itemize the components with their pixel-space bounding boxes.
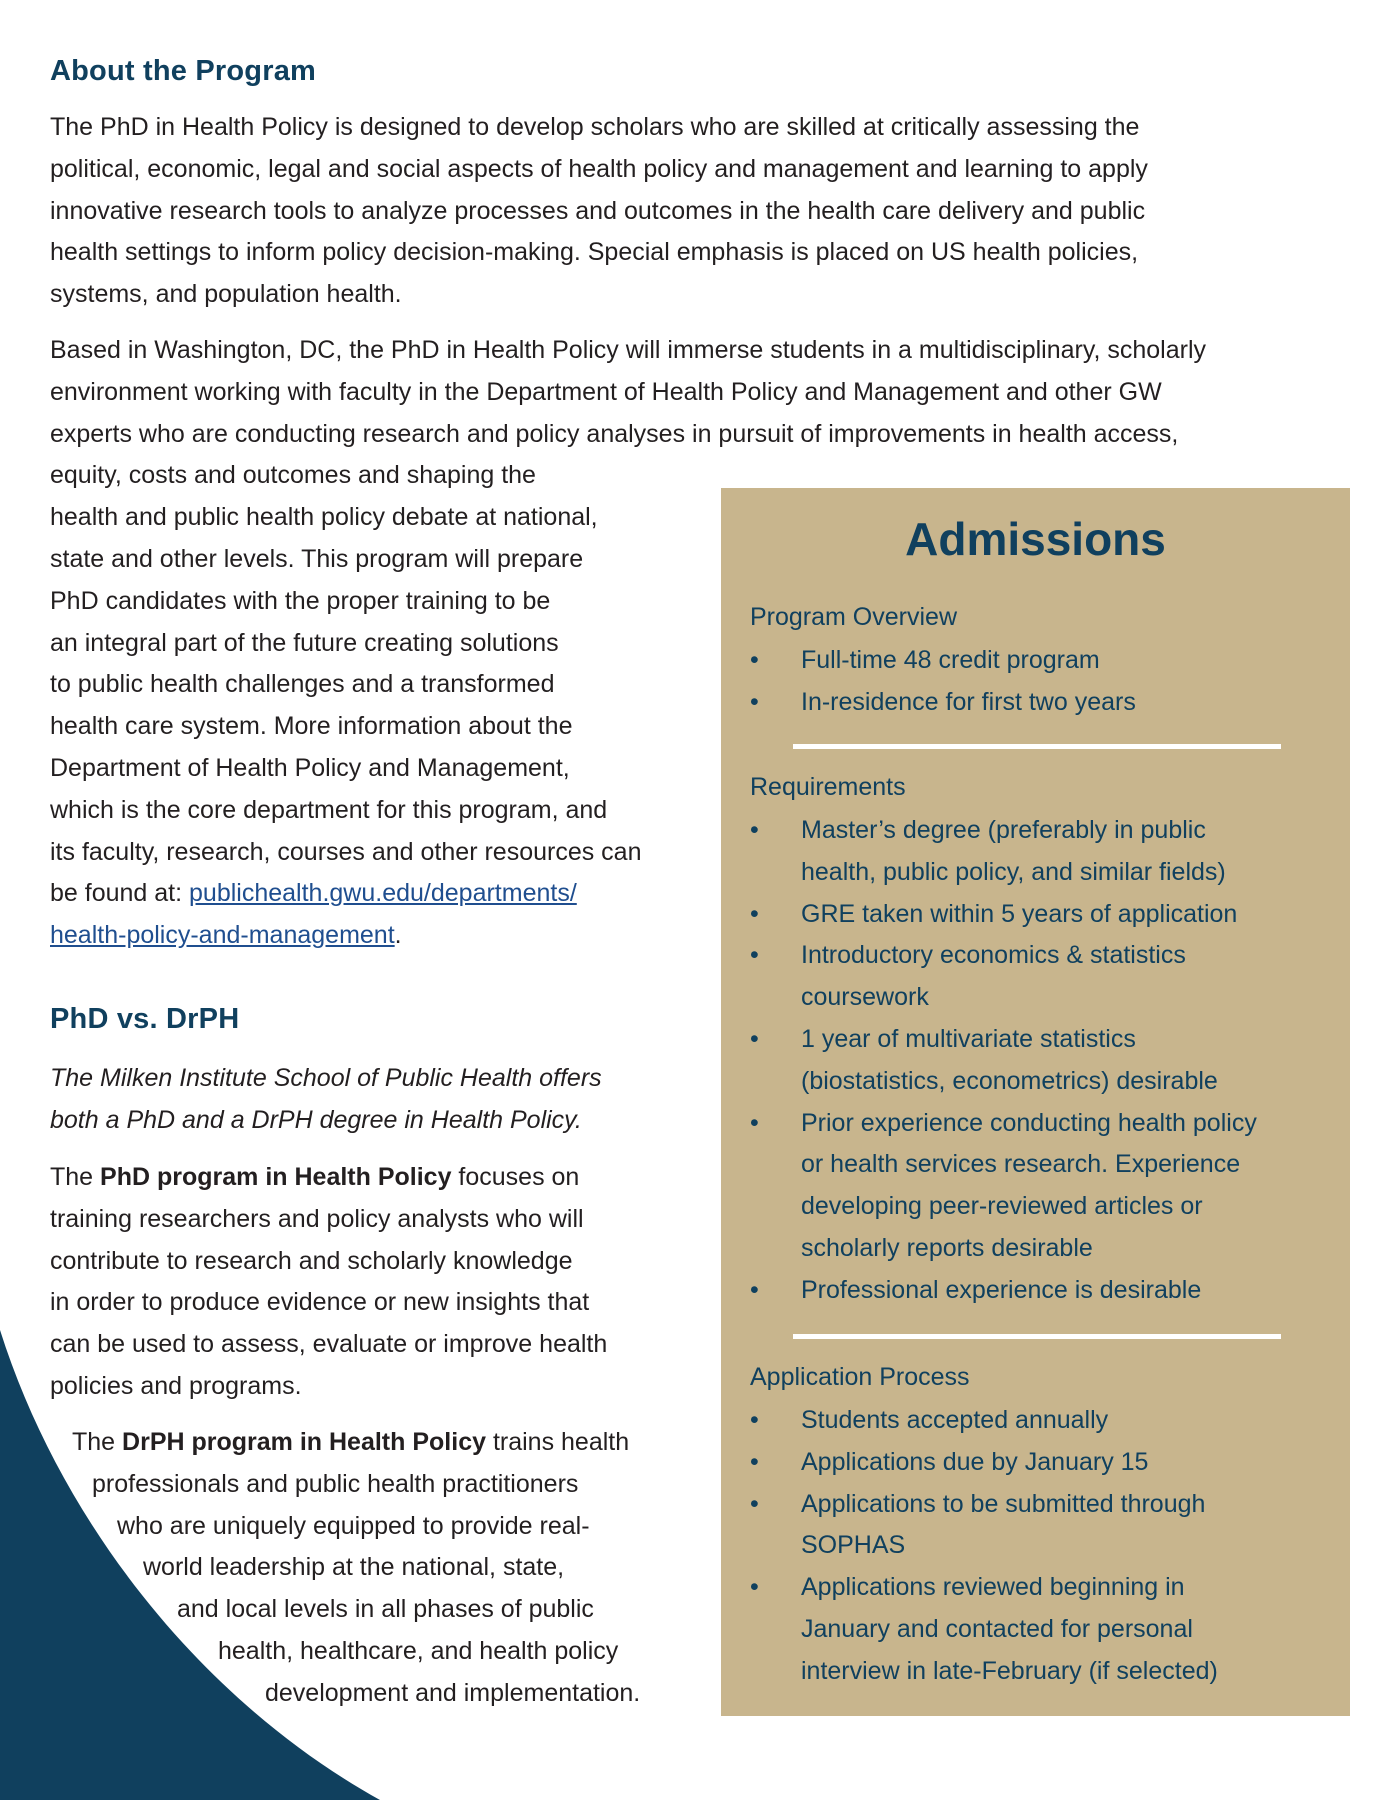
list-item: [750, 1019, 1330, 1103]
application-process-list: [750, 1400, 1330, 1693]
bullet-icon: •: [750, 1573, 759, 1602]
requirements-title: Requirements: [750, 773, 906, 801]
text-line: systems, and population health.: [50, 280, 402, 309]
text-fragment: The: [72, 1428, 123, 1456]
text-line: to public health challenges and a transformed: [50, 670, 555, 699]
text-line: training researchers and policy analysts who will: [50, 1204, 584, 1233]
bullet-icon: •: [750, 687, 759, 716]
requirements-list: [750, 810, 1330, 1312]
text-line: who are uniquely equipped to provide real-: [117, 1511, 590, 1540]
admissions-box: [721, 488, 1350, 1716]
text-line: which is the core department for this program, and: [50, 795, 608, 824]
text-line: in order to produce evidence or new insights that: [50, 1288, 590, 1317]
text-line: health settings to inform policy decision-making. Special emphasis is placed on US health policies,: [50, 238, 1139, 267]
list-item-text: In-residence for first two years: [801, 687, 1136, 716]
phd-program-paragraph: [50, 1157, 607, 1408]
list-item-text: scholarly reports desirable: [801, 1233, 1093, 1262]
about-paragraph-1: [50, 107, 1350, 316]
text-fragment: focuses on: [451, 1163, 580, 1191]
list-item-text: GRE taken within 5 years of application: [801, 899, 1238, 928]
list-item-text: Master’s degree (preferably in public: [801, 816, 1206, 844]
text-line: health and public health policy debate at national,: [50, 503, 598, 532]
list-item-text: Applications reviewed beginning in: [801, 1573, 1185, 1602]
phd-program-name: PhD program in Health Policy: [100, 1163, 452, 1191]
list-item-text: health, public policy, and similar fields): [801, 857, 1226, 886]
text-line: experts who are conducting research and policy analyses in pursuit of improvements in health access,: [50, 419, 1179, 448]
department-link-part-2[interactable]: health-policy-and-management: [50, 921, 395, 950]
application-process-title: Application Process: [750, 1363, 970, 1391]
text-line: state and other levels. This program will prepare: [50, 544, 584, 573]
list-item-text: Professional experience is desirable: [801, 1275, 1202, 1304]
list-item-text: SOPHAS: [801, 1531, 906, 1560]
bullet-icon: •: [750, 1489, 759, 1518]
list-item: [750, 640, 1330, 682]
bullet-icon: •: [750, 1447, 759, 1476]
drph-program-name: DrPH program in Health Policy: [122, 1428, 486, 1456]
list-item: [750, 1270, 1330, 1312]
section-divider: [793, 744, 1281, 749]
list-item: [750, 894, 1330, 936]
admissions-title: Admissions: [905, 513, 1166, 565]
about-heading: About the Program: [50, 55, 317, 87]
list-item: [750, 810, 1330, 894]
list-item-text: 1 year of multivariate statistics: [801, 1024, 1136, 1053]
text-fragment: .: [394, 921, 402, 950]
list-item-text: Applications to be submitted through: [801, 1489, 1206, 1518]
list-item-text: Introductory economics & statistics: [801, 941, 1186, 970]
text-line: development and implementation.: [265, 1678, 641, 1707]
bullet-icon: •: [750, 816, 759, 844]
text-line: PhD candidates with the proper training to be: [50, 586, 551, 615]
list-item-text: developing peer-reviewed articles or: [801, 1192, 1203, 1221]
text-line: can be used to assess, evaluate or improve health: [50, 1330, 608, 1359]
text-line: Department of Health Policy and Management,: [50, 753, 570, 782]
list-item-text: interview in late-February (if selected): [801, 1656, 1218, 1685]
text-fragment: trains health: [486, 1428, 630, 1456]
bullet-icon: •: [750, 899, 759, 928]
phd-vs-drph-heading: PhD vs. DrPH: [50, 1003, 240, 1035]
text-line: Based in Washington, DC, the PhD in Health Policy will immerse students in a multidisciplinary, scholarly: [50, 336, 1207, 364]
text-line: policies and programs.: [50, 1371, 302, 1400]
drph-program-paragraph: [50, 1422, 700, 1715]
bullet-icon: •: [750, 1275, 759, 1304]
text-fragment: The: [50, 1163, 101, 1191]
text-line: contribute to research and scholarly knowledge: [50, 1246, 573, 1275]
bullet-icon: •: [750, 646, 759, 674]
program-overview-title: Program Overview: [750, 603, 957, 631]
list-item-text: January and contacted for personal: [801, 1614, 1193, 1643]
list-item-text: Applications due by January 15: [801, 1447, 1149, 1476]
department-link-part-1[interactable]: publichealth.gwu.edu/departments/: [189, 879, 577, 908]
list-item: [750, 1103, 1330, 1270]
text-line: environment working with faculty in the Department of Health Policy and Management and other GW: [50, 377, 1162, 406]
text-line: [50, 1422, 700, 1464]
text-line: The Milken Institute School of Public Health offers: [50, 1064, 602, 1092]
text-line: The PhD in Health Policy is designed to develop scholars who are skilled at critically assessing the: [50, 113, 1140, 141]
text-fragment: be found at:: [50, 879, 190, 908]
list-item: [750, 682, 1330, 724]
comparison-intro: [50, 1058, 602, 1142]
list-item-text: or health services research. Experience: [801, 1150, 1241, 1179]
text-line: an integral part of the future creating solutions: [50, 628, 559, 657]
bullet-icon: •: [750, 941, 759, 970]
text-line: professionals and public health practitioners: [92, 1469, 579, 1498]
bullet-icon: •: [750, 1024, 759, 1053]
program-overview-list: [750, 640, 1330, 724]
text-line: both a PhD and a DrPH degree in Health Policy.: [50, 1105, 582, 1134]
section-divider: [793, 1334, 1281, 1339]
text-line: and local levels in all phases of public: [177, 1595, 594, 1624]
text-line: political, economic, legal and social aspects of health policy and management and learning to apply: [50, 154, 1148, 183]
bullet-icon: •: [750, 1108, 759, 1137]
text-line: [50, 1157, 607, 1199]
list-item: [750, 1484, 1330, 1568]
list-item: [750, 935, 1330, 1019]
list-item: [750, 1567, 1330, 1692]
list-item: [750, 1442, 1330, 1484]
list-item-text: (biostatistics, econometrics) desirable: [801, 1066, 1218, 1095]
list-item-text: Full-time 48 credit program: [801, 646, 1100, 674]
text-line: innovative research tools to analyze processes and outcomes in the health care delivery and public: [50, 196, 1146, 225]
text-line: health, healthcare, and health policy: [218, 1636, 619, 1665]
list-item-text: Students accepted annually: [801, 1406, 1109, 1434]
list-item-text: Prior experience conducting health policy: [801, 1108, 1257, 1137]
text-line: equity, costs and outcomes and shaping the: [50, 461, 536, 490]
list-item: [750, 1400, 1330, 1442]
list-item-text: coursework: [801, 983, 929, 1012]
bullet-icon: •: [750, 1406, 759, 1434]
text-line: health care system. More information about the: [50, 712, 573, 741]
text-line: world leadership at the national, state,: [143, 1553, 565, 1582]
text-line: its faculty, research, courses and other resources can: [50, 837, 642, 866]
